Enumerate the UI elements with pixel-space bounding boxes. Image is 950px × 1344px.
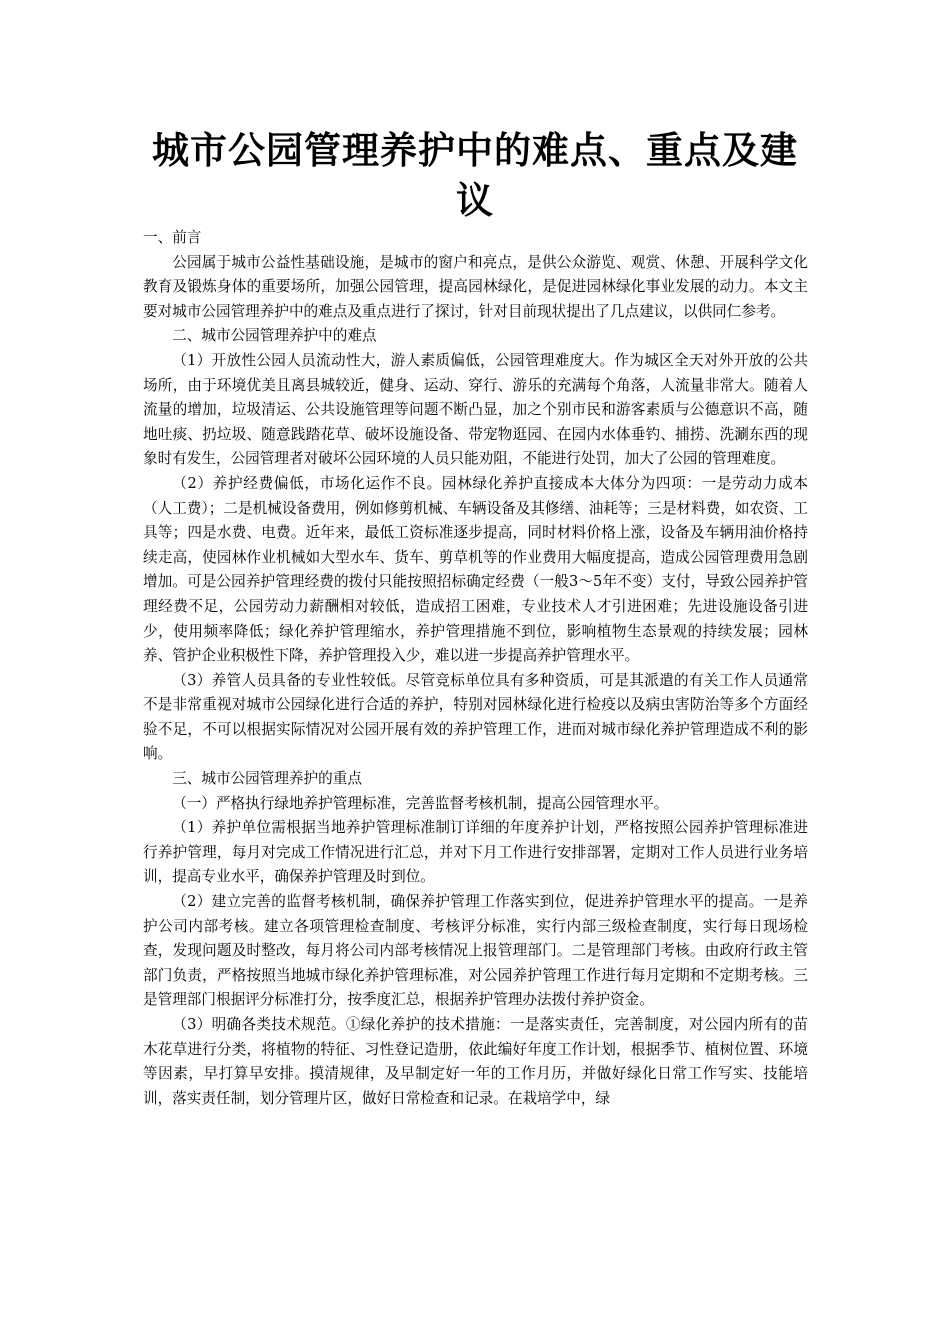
section-heading-difficulties: 二、城市公园管理养护中的难点 — [172, 327, 377, 345]
paragraph-difficulty-1: （1）开放性公园人员流动性大，游人素质偏低，公园管理难度大。作为城区全天对外开放的公共场所，由于环境优美且离县城较近，健身、运动、穿行、游乐的充满每个角落，人流量非常大。随着人流量的增加，垃圾清运、公共设施管理等问题不断凸显，加之个别市民和游客素质与公德意识不高，随地吐痰、扔垃圾、随意践踏花草、破坏设施设备、带宠物逛园、在园内水体垂钓、捕捞、洗涮东西的现象时有发生，公园管理者对破坏公园环境的人员只能劝阻，不能进行处罚，加大了公园的管理难度。 — [143, 351, 808, 468]
subsection-heading-standards: （一）严格执行绿地养护管理标准，完善监督考核机制，提高公园管理水平。 — [172, 794, 669, 812]
paragraph-key-point-3: （3）明确各类技术规范。①绿化养护的技术措施：一是落实责任，完善制度，对公园内所有的苗木花草进行分类，将植物的特征、习性登记造册，依此编好年度工作计划，根据季节、植树位置、环境等因素，早打算早安排。摸清规律，及早制定好一年的工作月历，并做好绿化日常工作写实、技能培训，落实责任制，划分管理片区，做好日常检查和记录。在栽培学中，绿 — [143, 1016, 808, 1107]
document-title: 城市公园管理养护中的难点、重点及建议 — [152, 129, 798, 222]
paragraph-key-point-2: （2）建立完善的监督考核机制，确保养护管理工作落实到位，促进养护管理水平的提高。一是养护公司内部考核。建立各项管理检查制度、考核评分标准，实行内部三级检查制度，实行每日现场检查，发现问题及时整改，每月将公司内部考核情况上报管理部门。二是管理部门考核。由政府行政主管部门负责，严格按照当地城市绿化养护管理标准，对公园养护管理工作进行每月定期和不定期考核。三是管理部门根据评分标准打分，按季度汇总，根据养护管理办法拨付养护资金。 — [143, 893, 808, 1009]
paragraph-key-point-1: （1）养护单位需根据当地养护管理标准制订详细的年度养护计划，严格按照公园养护管理标准进行养护管理，每月对完成工作情况进行汇总，并对下月工作进行安排部署，定期对工作人员进行业务培训，提高专业水平，确保养护管理及时到位。 — [143, 819, 808, 886]
section-heading-preface: 一、前言 — [143, 229, 202, 246]
paragraph-intro: 公园属于城市公益性基础设施，是城市的窗户和亮点，是供公众游览、观赏、休憩、开展科学文化教育及锻炼身体的重要场所，加强公园管理，提高园林绿化，是促进园林绿化事业发展的动力。本文主要对城市公园管理养护中的难点及重点进行了探讨，针对目前现状提出了几点建议，以供同仁参考。 — [143, 253, 808, 320]
paragraph-difficulty-3: （3）养管人员具备的专业性较低。尽管竞标单位具有多种资质，可是其派遣的有关工作人员通常不是非常重视对城市公园绿化进行合适的养护，特别对园林绿化进行检疫以及病虫害防治等多个方面经验不足，不可以根据实际情况对公园开展有效的养护管理工作，进而对城市绿化养护管理造成不利的影响。 — [143, 671, 808, 763]
document-body — [143, 226, 808, 1111]
paragraph-difficulty-2: （2）养护经费偏低，市场化运作不良。园林绿化养护直接成本大体分为四项：一是劳动力成本（人工费）；二是机械设备费用，例如修剪机械、车辆设备及其修缮、油耗等；三是材料费，如农资、工具等；四是水费、电费。近年来，最低工资标准逐步提高，同时材料价格上涨，设备及车辆用油价格持续走高，使园林作业机械如大型水车、货车、剪草机等的作业费用大幅度提高，造成公园管理费用急剧增加。可是公园养护管理经费的拨付只能按照招标确定经费（一般3～5年不变）支付，导致公园养护管理经费不足，公园劳动力薪酬相对较低，造成招工困难，专业技术人才引进困难；先进设施设备引进少，使用频率降低；绿化养护管理缩水，养护管理措施不到位，影响植物生态景观的持续发展；园林养、管护企业积极性下降，养护管理投入少，难以进一步提高养护管理水平。 — [143, 474, 808, 665]
section-heading-key-points: 三、城市公园管理养护的重点 — [172, 770, 362, 788]
